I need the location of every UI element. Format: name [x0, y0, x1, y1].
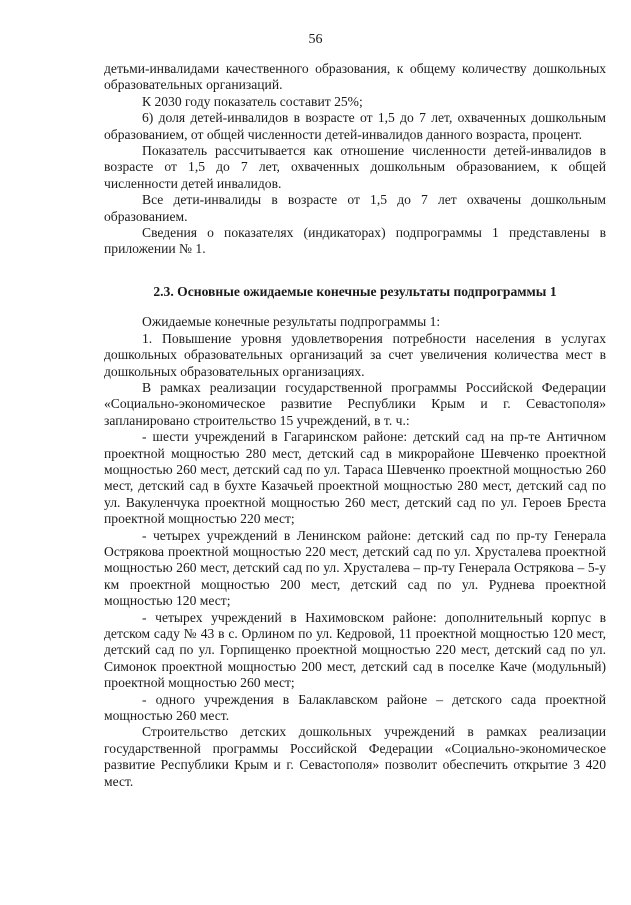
paragraph: детьми-инвалидами качественного образования, к общему количеству дошкольных образовательных организаций. [104, 61, 606, 93]
paragraph: К 2030 году показатель составит 25%; [142, 93, 363, 109]
page-number: 56 [308, 32, 323, 47]
paragraph: Все дети-инвалиды в возрасте от 1,5 до 7 лет охвачены дошкольным образованием. [104, 192, 606, 224]
paragraph: 6) доля детей-инвалидов в возрасте от 1,5 до 7 лет, охваченных дошкольным образованием, от общей численности детей-инвалидов данного возраста, процент. [104, 110, 606, 142]
document-body [104, 61, 606, 790]
paragraph: - четырех учреждений в Ленинском районе: детский сад по пр-ту Генерала Острякова проектной мощностью 220 мест, детский сад по ул. Хрусталева проектной мощностью 260 мест, детский сад по ул. Хрусталева – пр-ту Генерала Острякова – 5-у км проектной мощностью 200 мест, детский сад по ул. Руднева проектной мощностью 120 мест; [104, 527, 606, 609]
paragraph: - шести учреждений в Гагаринском районе: детский сад на пр-те Античном проектной мощностью 280 мест, детский сад в микрорайоне Шевченко проектной мощностью 260 мест, детский сад по ул. Тараса Шевченко проектной мощностью 260 мест, детский сад в бухте Казачьей проектной мощностью 280 мест, детский сад по ул. Вакуленчука проектной мощностью 260 мест, детский сад по ул. Героев Бреста проектной мощностью 220 мест; [104, 429, 606, 527]
paragraph: 1. Повышение уровня удовлетворения потребности населения в услугах дошкольных образовательных организаций за счет увеличения количества мест в дошкольных образовательных организациях. [104, 330, 606, 379]
paragraph: Строительство детских дошкольных учреждений в рамках реализации государственной программы Российской Федерации «Социально-экономическое развитие Республики Крым и г. Севастополя» позволит обеспечить открытие 3 420 мест. [104, 724, 606, 789]
paragraph: - четырех учреждений в Нахимовском районе: дополнительный корпус в детском саду № 43 в с. Орлином по ул. Кедровой, 11 проектной мощностью 120 мест, детский сад по ул. Горпищенко проектной мощностью 220 мест, детский сад по ул. Симонок проектной мощностью 200 мест, детский сад в поселке Каче (модульный) проектной мощностью 260 мест; [104, 609, 606, 691]
paragraph: Сведения о показателях (индикаторах) подпрограммы 1 представлены в приложении № 1. [104, 225, 606, 257]
section-heading: 2.3. Основные ожидаемые конечные результаты подпрограммы 1 [153, 283, 557, 299]
paragraph: - одного учреждения в Балаклавском районе – детского сада проектной мощностью 260 мест. [104, 691, 606, 724]
paragraphs-before-heading [104, 61, 606, 258]
paragraph: Показатель рассчитывается как отношение численности детей-инвалидов в возрасте от 1,5 до 7 лет, охваченных дошкольным образованием, к общей численности детей инвалидов. [104, 143, 606, 191]
paragraph: В рамках реализации государственной программы Российской Федерации «Социально-экономическое развитие Республики Крым и г. Севастополя» запланировано строительство 15 учреждений, в т. ч.: [104, 379, 606, 428]
paragraph: Ожидаемые конечные результаты подпрограммы 1: [142, 314, 441, 330]
paragraphs-after-heading [104, 314, 606, 790]
